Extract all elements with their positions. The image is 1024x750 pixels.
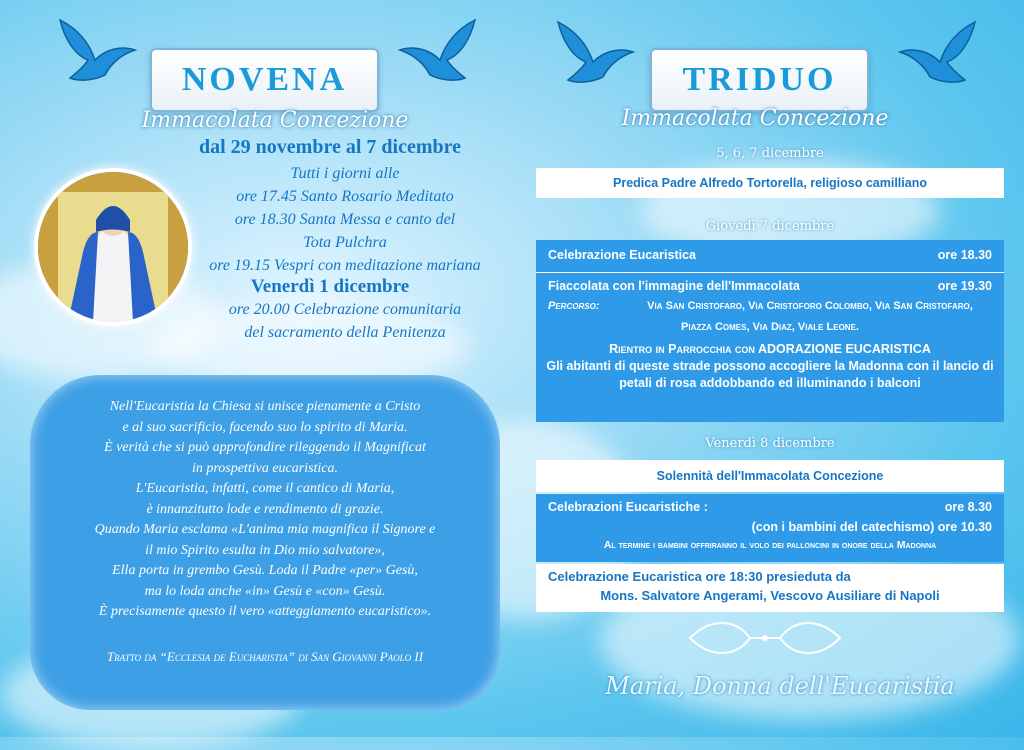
quote-source: Tratto da “Ecclesia de Eucharistia” di San Giovanni Paolo II: [106, 649, 424, 664]
flourish-icon: [680, 618, 850, 658]
percorso-line1: Via San Cristofaro, Via Cristoforo Colombo, Via San Cristofaro,: [647, 300, 973, 312]
dove-icon: [548, 12, 638, 92]
eucharist-quote-box: [30, 375, 500, 710]
schedule-line: ore 18.30 Santa Messa e canto del: [234, 211, 456, 228]
predica-text: Predica Padre Alfredo Tortorella, religioso camilliano: [613, 176, 927, 190]
friday-row1-time: ore 8.30: [944, 500, 992, 514]
quote-line: È precisamente questo il vero «atteggiamento eucaristico».: [98, 604, 432, 619]
friday-lines: [200, 298, 490, 344]
friday-line: del sacramento della Penitenza: [244, 324, 446, 341]
thursday-note-line2: petali di rosa addobbando ed illuminando i balconi: [619, 376, 921, 390]
quote-line: L'Eucaristia, infatti, come il cantico di Maria,: [135, 481, 395, 496]
friday-label: Venerdì 8 dicembre: [705, 436, 835, 451]
percorso-label: Percorso:: [548, 300, 600, 312]
dove-icon: [895, 12, 985, 92]
thursday-label: Giovedì 7 dicembre: [705, 219, 835, 234]
quote-line: È verità che si può approfondire rileggendo il Magnificat: [104, 440, 426, 455]
quote-line: e al suo sacrificio, facendo suo lo spirito di Maria.: [122, 419, 408, 435]
thursday-row1-label: Celebrazione Eucaristica: [548, 248, 696, 262]
friday-title: Venerdì 1 dicembre: [250, 276, 410, 297]
quote-line: il mio Spirito esulta in Dio mio salvatore»,: [145, 542, 385, 558]
dove-icon: [395, 10, 485, 90]
rientro-highlight: ADORAZIONE EUCARISTICA: [757, 342, 931, 356]
final-line1: Celebrazione Eucaristica ore 18:30 presieduta da: [548, 569, 851, 584]
novena-title-ribbon: [150, 48, 379, 112]
final-celebration-bar: [536, 564, 1004, 612]
predica-bar: [536, 168, 1004, 198]
quote-line: Quando Maria esclama «L'anima mia magnifica il Signore e: [94, 522, 436, 537]
friday-note: Al termine i bambini offriranno il volo dei palloncini in onore della Madonna: [603, 539, 937, 551]
novena-subtitle: Immacolata Concezione: [141, 108, 409, 133]
friday-line: ore 20.00 Celebrazione comunitaria: [228, 301, 462, 318]
solennita-bar: [536, 460, 1004, 492]
thursday-row1-time: ore 18.30: [937, 248, 992, 262]
triduo-title: TRIDUO: [682, 61, 837, 98]
madonna-figure-icon: [38, 172, 188, 322]
novena-schedule: [175, 162, 515, 277]
motto: Maria, Donna dell'Eucaristia: [605, 672, 955, 700]
quote-line: Nell'Eucaristia la Chiesa si unisce pienamente a Cristo: [109, 399, 421, 414]
schedule-line: ore 17.45 Santo Rosario Meditato: [236, 188, 454, 205]
final-line2: Mons. Salvatore Angerami, Vescovo Ausiliare di Napoli: [600, 588, 940, 603]
friday-row2-text: (con i bambini del catechismo) ore 10.30: [751, 520, 992, 534]
novena-dates: dal 29 novembre al 7 dicembre: [198, 136, 462, 158]
triduo-dates: 5, 6, 7 dicembre: [716, 146, 824, 161]
quote-line: in prospettiva eucaristica.: [191, 460, 339, 476]
schedule-line: Tota Pulchra: [303, 234, 387, 251]
thursday-panel: [536, 240, 1004, 422]
triduo-title-ribbon: [650, 48, 869, 112]
schedule-line: ore 19.15 Vespri con meditazione mariana: [209, 257, 481, 274]
rientro-prefix: Rientro in Parrocchia con: [609, 342, 755, 356]
percorso-line2: Piazza Comes, Via Diaz, Viale Leone.: [681, 321, 859, 333]
friday-panel: [536, 494, 1004, 562]
friday-row1-label: Celebrazioni Eucaristiche :: [548, 500, 708, 514]
quote-line: ma lo loda anche «in» Gesù e «con» Gesù.: [144, 583, 386, 599]
schedule-line: Tutti i giorni alle: [290, 165, 400, 182]
triduo-subtitle: Immacolata Concezione: [621, 106, 889, 131]
novena-title: NOVENA: [181, 61, 348, 98]
dove-icon: [50, 10, 140, 90]
madonna-portrait: [34, 168, 192, 326]
thursday-note-line1: Gli abitanti di queste strade possono accogliere la Madonna con il lancio di: [546, 359, 994, 373]
thursday-row2-label: Fiaccolata con l'immagine dell'Immacolata: [548, 279, 800, 293]
quote-line: Ella porta in grembo Gesù. Loda il Padre «per» Gesù,: [112, 563, 418, 578]
solennita-text: Solennità dell'Immacolata Concezione: [656, 469, 884, 483]
quote-line: è innanzitutto lode e rendimento di grazie.: [146, 501, 384, 517]
thursday-row2-time: ore 19.30: [937, 279, 992, 293]
